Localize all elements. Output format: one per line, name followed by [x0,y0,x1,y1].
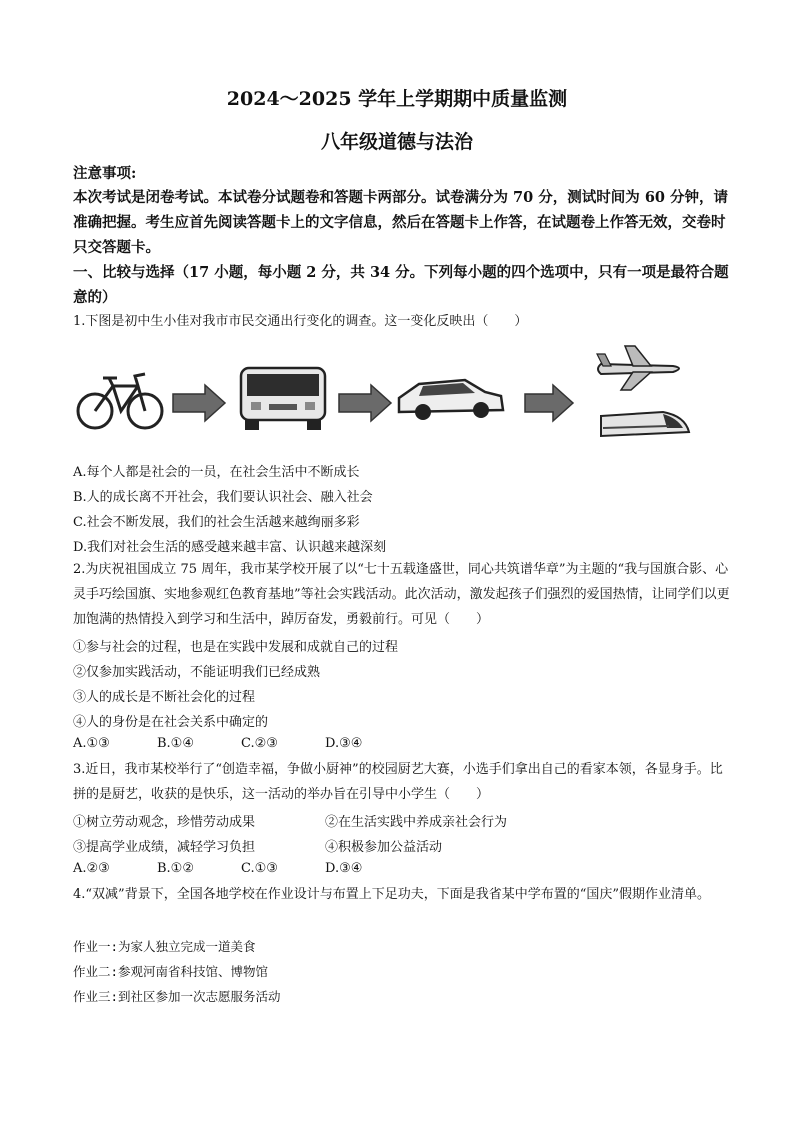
homework-item-2: 作业二:参观河南省科技馆、博物馆 [73,964,269,979]
q2-choice-b: B.①④ [157,736,194,751]
q2-item-4: ④人的身份是在社会关系中确定的 [73,715,269,730]
homework-item-3: 作业三:到社区参加一次志愿服务活动 [73,989,281,1004]
q3-items-row-1 [73,811,507,830]
q1-option-d: D.我们对社会生活的感受越来越丰富、认识越来越深刻 [73,540,387,555]
q3-item-1: ①树立劳动观念，珍惜劳动成果 [73,815,256,830]
q3-item-2: ②在生活实践中养成亲社会行为 [325,815,508,830]
bus-icon [241,368,325,430]
notice-body: 本次考试是闭卷考试。本试卷分试题卷和答题卡两部分。试卷满分为 70 分，测试时间为 60 分钟，请准确把握。考生应首先阅读答题卡上的文字信息，然后在答题卡上作答，在试题卷上作答无效，交卷时只交答题卡。 [73,189,729,256]
exam-title: 2024～2025 学年上学期期中质量监测 [226,88,568,110]
q3-choice-b: B.①② [157,861,194,876]
high-speed-train-icon [601,412,689,436]
airplane-icon [597,346,679,390]
q3-choices [73,861,362,876]
q2-item-3: ③人的成长是不断社会化的过程 [73,690,256,705]
question-1-stem: 1.下图是初中生小佳对我市市民交通出行变化的调查。这一变化反映出（ ） [73,314,528,329]
arrow-right-icon [525,385,573,421]
q3-choice-c: C.①③ [241,861,278,876]
q3-item-4: ④积极参加公益活动 [325,840,443,855]
bicycle-icon [78,374,162,428]
q1-option-b: B.人的成长离不开社会，我们要认识社会、融入社会 [73,490,373,505]
car-icon [399,380,503,420]
question-3-stem: 3.近日，我市某校举行了“创造幸福，争做小厨神”的校园厨艺大赛，小选手们拿出自己的看家本领，各显身手。比拼的是厨艺，收获的是快乐，这一活动的举办旨在引导中小学生（ ） [73,762,723,802]
q1-option-c: C.社会不断发展，我们的社会生活越来越绚丽多彩 [73,515,360,530]
question-2-stem: 2.为庆祝祖国成立 75 周年，我市某学校开展了以“七十五载逢盛世，同心共筑谱华章”为主题的“我与国旗合影、心灵手巧绘国旗、实地参观红色教育基地”等社会实践活动。此次活动，激发起孩子们强烈的爱国热情，让同学们以更加饱满的热情投入到学习和生活中，踔厉奋发，勇毅前行。可见（ ） [73,562,730,627]
question-4-stem: 4.“双减”背景下，全国各地学校在作业设计与布置上下足功夫，下面是我省某中学布置的“国庆”假期作业清单。 [73,887,710,902]
section-heading: 一、比较与选择（17 小题，每小题 2 分，共 34 分。下列每小题的四个选项中，只有一项是最符合题意的） [73,264,729,306]
transport-figure [73,338,703,450]
q3-choice-d: D.③④ [325,861,363,876]
arrow-right-icon [339,385,391,421]
q2-item-1: ①参与社会的过程，也是在实践中发展和成就自己的过程 [73,640,399,655]
q2-choice-a: A.①③ [73,736,110,751]
exam-subtitle: 八年级道德与法治 [320,131,473,153]
q2-choice-c: C.②③ [241,736,278,751]
q1-option-a: A.每个人都是社会的一员，在社会生活中不断成长 [73,465,360,480]
transport-figure-svg [73,338,703,450]
homework-item-1: 作业一:为家人独立完成一道美食 [73,939,256,954]
q2-choices [73,736,362,751]
q3-items-row-2 [73,836,442,855]
arrow-right-icon [173,385,225,421]
q3-item-3: ③提高学业成绩，减轻学习负担 [73,840,256,855]
q2-choice-d: D.③④ [325,736,363,751]
q3-choice-a: A.②③ [73,861,110,876]
notice-heading: 注意事项: [73,165,137,182]
q2-item-2: ②仅参加实践活动，不能证明我们已经成熟 [73,665,321,680]
